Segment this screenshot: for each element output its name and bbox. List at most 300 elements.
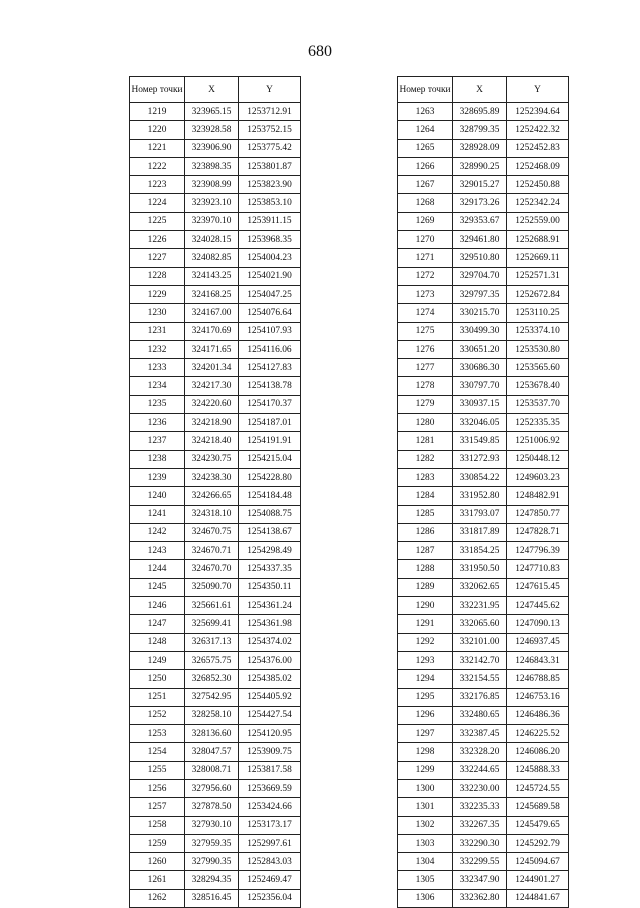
cell-point-number: 1271 (398, 249, 453, 267)
table-row (398, 871, 569, 889)
cell-x: 324167.00 (185, 304, 239, 322)
table-row (130, 304, 301, 322)
cell-y: 1253173.17 (239, 816, 301, 834)
cell-point-number: 1234 (130, 377, 185, 395)
cell-point-number: 1296 (398, 706, 453, 724)
table-row (398, 377, 569, 395)
table-row (398, 231, 569, 249)
table-row (130, 139, 301, 157)
cell-point-number: 1304 (398, 853, 453, 871)
cell-y: 1252997.61 (239, 834, 301, 852)
cell-x: 332244.65 (453, 761, 507, 779)
cell-point-number: 1241 (130, 505, 185, 523)
cell-y: 1253374.10 (507, 322, 569, 340)
cell-x: 323928.58 (185, 121, 239, 139)
cell-point-number: 1288 (398, 560, 453, 578)
table-row (130, 176, 301, 194)
cell-point-number: 1244 (130, 560, 185, 578)
cell-x: 323970.10 (185, 212, 239, 230)
cell-y: 1253669.59 (239, 779, 301, 797)
cell-x: 327956.60 (185, 779, 239, 797)
cell-point-number: 1285 (398, 505, 453, 523)
cell-y: 1254376.00 (239, 651, 301, 669)
cell-y: 1245479.65 (507, 816, 569, 834)
cell-point-number: 1294 (398, 670, 453, 688)
cell-y: 1254047.25 (239, 285, 301, 303)
cell-point-number: 1278 (398, 377, 453, 395)
table-row (398, 139, 569, 157)
cell-x: 323908.99 (185, 176, 239, 194)
cell-y: 1252422.32 (507, 121, 569, 139)
cell-x: 328047.57 (185, 743, 239, 761)
table-row (398, 487, 569, 505)
cell-x: 332480.65 (453, 706, 507, 724)
cell-x: 329704.70 (453, 267, 507, 285)
cell-x: 330499.30 (453, 322, 507, 340)
cell-x: 324230.75 (185, 450, 239, 468)
cell-y: 1252688.91 (507, 231, 569, 249)
cell-x: 327930.10 (185, 816, 239, 834)
cell-y: 1254127.83 (239, 359, 301, 377)
table-row (130, 505, 301, 523)
cell-x: 329461.80 (453, 231, 507, 249)
cell-point-number: 1293 (398, 651, 453, 669)
cell-point-number: 1219 (130, 103, 185, 121)
cell-x: 323923.10 (185, 194, 239, 212)
cell-x: 324218.90 (185, 414, 239, 432)
table-row (130, 542, 301, 560)
cell-point-number: 1259 (130, 834, 185, 852)
cell-y: 1254021.90 (239, 267, 301, 285)
cell-y: 1253678.40 (507, 377, 569, 395)
table-row (398, 743, 569, 761)
table-row (398, 853, 569, 871)
table-row (130, 212, 301, 230)
cell-x: 324670.70 (185, 560, 239, 578)
cell-y: 1253801.87 (239, 157, 301, 175)
table-row (398, 249, 569, 267)
table-row (398, 103, 569, 121)
cell-y: 1247710.83 (507, 560, 569, 578)
cell-x: 330937.15 (453, 395, 507, 413)
cell-x: 331817.89 (453, 523, 507, 541)
cell-y: 1254088.75 (239, 505, 301, 523)
cell-y: 1252335.35 (507, 414, 569, 432)
cell-point-number: 1295 (398, 688, 453, 706)
table-row (130, 468, 301, 486)
cell-x: 329353.67 (453, 212, 507, 230)
cell-x: 324170.69 (185, 322, 239, 340)
cell-y: 1254138.78 (239, 377, 301, 395)
cell-x: 331793.07 (453, 505, 507, 523)
cell-x: 331950.50 (453, 560, 507, 578)
cell-x: 328008.71 (185, 761, 239, 779)
cell-y: 1245724.55 (507, 779, 569, 797)
table-row (130, 834, 301, 852)
table-row (398, 798, 569, 816)
cell-point-number: 1261 (130, 871, 185, 889)
cell-y: 1246937.45 (507, 633, 569, 651)
header-y: Y (239, 77, 301, 103)
cell-x: 332062.65 (453, 578, 507, 596)
cell-x: 329015.27 (453, 176, 507, 194)
cell-point-number: 1229 (130, 285, 185, 303)
cell-y: 1252843.03 (239, 853, 301, 871)
cell-point-number: 1291 (398, 615, 453, 633)
cell-x: 328258.10 (185, 706, 239, 724)
cell-y: 1254385.02 (239, 670, 301, 688)
cell-y: 1253775.42 (239, 139, 301, 157)
table-row (130, 231, 301, 249)
cell-point-number: 1243 (130, 542, 185, 560)
cell-point-number: 1231 (130, 322, 185, 340)
cell-x: 327878.50 (185, 798, 239, 816)
cell-x: 324266.65 (185, 487, 239, 505)
cell-x: 330686.30 (453, 359, 507, 377)
cell-y: 1247445.62 (507, 597, 569, 615)
cell-point-number: 1286 (398, 523, 453, 541)
cell-x: 326575.75 (185, 651, 239, 669)
cell-x: 332235.33 (453, 798, 507, 816)
cell-y: 1254191.91 (239, 432, 301, 450)
cell-x: 332299.55 (453, 853, 507, 871)
cell-y: 1245094.67 (507, 853, 569, 871)
cell-point-number: 1277 (398, 359, 453, 377)
cell-y: 1254361.24 (239, 597, 301, 615)
cell-point-number: 1240 (130, 487, 185, 505)
table-row (130, 633, 301, 651)
table-row (398, 304, 569, 322)
table-row (398, 688, 569, 706)
header-x: X (185, 77, 239, 103)
cell-x: 332101.00 (453, 633, 507, 651)
cell-y: 1252342.24 (507, 194, 569, 212)
cell-point-number: 1270 (398, 231, 453, 249)
cell-point-number: 1269 (398, 212, 453, 230)
cell-point-number: 1232 (130, 340, 185, 358)
cell-x: 332362.80 (453, 889, 507, 907)
cell-y: 1250448.12 (507, 450, 569, 468)
table-row (130, 578, 301, 596)
table-row (398, 597, 569, 615)
cell-y: 1254215.04 (239, 450, 301, 468)
cell-y: 1253530.80 (507, 340, 569, 358)
cell-x: 326317.13 (185, 633, 239, 651)
cell-y: 1245888.33 (507, 761, 569, 779)
table-row (398, 523, 569, 541)
cell-x: 330651.20 (453, 340, 507, 358)
cell-point-number: 1301 (398, 798, 453, 816)
cell-y: 1254184.48 (239, 487, 301, 505)
header-point-number: Номер точки (398, 77, 453, 103)
cell-y: 1247828.71 (507, 523, 569, 541)
cell-point-number: 1263 (398, 103, 453, 121)
cell-y: 1254405.92 (239, 688, 301, 706)
table-row (130, 450, 301, 468)
cell-y: 1252571.31 (507, 267, 569, 285)
table-row (130, 743, 301, 761)
cell-point-number: 1237 (130, 432, 185, 450)
table-row (398, 578, 569, 596)
cell-x: 332065.60 (453, 615, 507, 633)
cell-y: 1254298.49 (239, 542, 301, 560)
cell-y: 1246843.31 (507, 651, 569, 669)
header-point-number: Номер точки (130, 77, 185, 103)
cell-point-number: 1282 (398, 450, 453, 468)
table-row (398, 121, 569, 139)
table-row (398, 414, 569, 432)
cell-point-number: 1266 (398, 157, 453, 175)
cell-y: 1254361.98 (239, 615, 301, 633)
cell-y: 1253968.35 (239, 231, 301, 249)
cell-x: 327959.35 (185, 834, 239, 852)
table-row (398, 359, 569, 377)
cell-x: 324168.25 (185, 285, 239, 303)
cell-x: 331549.85 (453, 432, 507, 450)
cell-y: 1254350.11 (239, 578, 301, 596)
page-number: 680 (308, 43, 332, 60)
cell-point-number: 1299 (398, 761, 453, 779)
cell-x: 325699.41 (185, 615, 239, 633)
cell-y: 1254427.54 (239, 706, 301, 724)
cell-point-number: 1298 (398, 743, 453, 761)
cell-y: 1253911.15 (239, 212, 301, 230)
table-row (130, 103, 301, 121)
header-y: Y (507, 77, 569, 103)
cell-point-number: 1297 (398, 725, 453, 743)
cell-y: 1246486.36 (507, 706, 569, 724)
cell-point-number: 1302 (398, 816, 453, 834)
cell-y: 1254228.80 (239, 468, 301, 486)
table-row (130, 816, 301, 834)
cell-point-number: 1245 (130, 578, 185, 596)
table-row (130, 706, 301, 724)
table-row (130, 414, 301, 432)
cell-point-number: 1238 (130, 450, 185, 468)
cell-x: 332230.00 (453, 779, 507, 797)
cell-y: 1254138.67 (239, 523, 301, 541)
cell-point-number: 1222 (130, 157, 185, 175)
cell-y: 1254004.23 (239, 249, 301, 267)
cell-y: 1253752.15 (239, 121, 301, 139)
cell-x: 324318.10 (185, 505, 239, 523)
cell-x: 332328.20 (453, 743, 507, 761)
cell-x: 324220.60 (185, 395, 239, 413)
cell-x: 328695.89 (453, 103, 507, 121)
coordinates-table-right (397, 76, 569, 908)
cell-point-number: 1300 (398, 779, 453, 797)
cell-y: 1246753.16 (507, 688, 569, 706)
cell-x: 328136.60 (185, 725, 239, 743)
table-row (130, 651, 301, 669)
table-row (130, 761, 301, 779)
cell-x: 332267.35 (453, 816, 507, 834)
cell-point-number: 1290 (398, 597, 453, 615)
table-row (398, 322, 569, 340)
cell-y: 1253853.10 (239, 194, 301, 212)
cell-point-number: 1242 (130, 523, 185, 541)
cell-y: 1252672.84 (507, 285, 569, 303)
cell-x: 332347.90 (453, 871, 507, 889)
cell-x: 324670.75 (185, 523, 239, 541)
table-body-right (398, 103, 569, 908)
cell-point-number: 1221 (130, 139, 185, 157)
cell-x: 332231.95 (453, 597, 507, 615)
cell-x: 330215.70 (453, 304, 507, 322)
cell-point-number: 1230 (130, 304, 185, 322)
cell-x: 323965.15 (185, 103, 239, 121)
cell-point-number: 1223 (130, 176, 185, 194)
cell-point-number: 1280 (398, 414, 453, 432)
cell-y: 1252450.88 (507, 176, 569, 194)
cell-point-number: 1225 (130, 212, 185, 230)
cell-x: 323906.90 (185, 139, 239, 157)
cell-y: 1254170.37 (239, 395, 301, 413)
table-header-row (398, 77, 569, 103)
table-header-row (130, 77, 301, 103)
cell-x: 329173.26 (453, 194, 507, 212)
cell-y: 1254116.06 (239, 340, 301, 358)
cell-y: 1248482.91 (507, 487, 569, 505)
cell-point-number: 1265 (398, 139, 453, 157)
cell-point-number: 1227 (130, 249, 185, 267)
table-row (130, 688, 301, 706)
cell-y: 1253823.90 (239, 176, 301, 194)
cell-point-number: 1258 (130, 816, 185, 834)
cell-x: 325661.61 (185, 597, 239, 615)
table-row (130, 194, 301, 212)
cell-x: 330854.22 (453, 468, 507, 486)
cell-x: 331854.25 (453, 542, 507, 560)
cell-point-number: 1254 (130, 743, 185, 761)
cell-y: 1251006.92 (507, 432, 569, 450)
table-row (130, 267, 301, 285)
cell-y: 1254374.02 (239, 633, 301, 651)
cell-y: 1252394.64 (507, 103, 569, 121)
cell-point-number: 1228 (130, 267, 185, 285)
cell-y: 1253817.58 (239, 761, 301, 779)
cell-x: 325090.70 (185, 578, 239, 596)
cell-point-number: 1306 (398, 889, 453, 907)
cell-point-number: 1305 (398, 871, 453, 889)
table-row (398, 340, 569, 358)
cell-x: 326852.30 (185, 670, 239, 688)
cell-y: 1244841.67 (507, 889, 569, 907)
cell-point-number: 1268 (398, 194, 453, 212)
cell-x: 328928.09 (453, 139, 507, 157)
cell-point-number: 1292 (398, 633, 453, 651)
cell-point-number: 1272 (398, 267, 453, 285)
table-row (130, 432, 301, 450)
table-row (130, 359, 301, 377)
cell-y: 1252669.11 (507, 249, 569, 267)
cell-y: 1247615.45 (507, 578, 569, 596)
table-row (398, 615, 569, 633)
cell-x: 324218.40 (185, 432, 239, 450)
table-row (398, 450, 569, 468)
cell-y: 1254187.01 (239, 414, 301, 432)
cell-point-number: 1246 (130, 597, 185, 615)
cell-point-number: 1283 (398, 468, 453, 486)
coordinates-table-left (129, 76, 301, 908)
table-row (130, 853, 301, 871)
cell-point-number: 1260 (130, 853, 185, 871)
table-row (398, 212, 569, 230)
table-row (130, 560, 301, 578)
table-row (398, 779, 569, 797)
cell-y: 1254076.64 (239, 304, 301, 322)
table-row (130, 871, 301, 889)
cell-x: 324217.30 (185, 377, 239, 395)
cell-point-number: 1257 (130, 798, 185, 816)
cell-point-number: 1249 (130, 651, 185, 669)
header-x: X (453, 77, 507, 103)
cell-x: 328990.25 (453, 157, 507, 175)
table-row (130, 779, 301, 797)
cell-point-number: 1235 (130, 395, 185, 413)
cell-y: 1253537.70 (507, 395, 569, 413)
table-row (398, 816, 569, 834)
table-row (398, 194, 569, 212)
cell-y: 1254107.93 (239, 322, 301, 340)
cell-point-number: 1253 (130, 725, 185, 743)
cell-y: 1249603.23 (507, 468, 569, 486)
table-row (398, 395, 569, 413)
cell-point-number: 1250 (130, 670, 185, 688)
cell-y: 1246788.85 (507, 670, 569, 688)
table-row (398, 706, 569, 724)
cell-point-number: 1289 (398, 578, 453, 596)
cell-x: 324143.25 (185, 267, 239, 285)
cell-y: 1254120.95 (239, 725, 301, 743)
table-row (398, 176, 569, 194)
cell-point-number: 1279 (398, 395, 453, 413)
cell-x: 324171.65 (185, 340, 239, 358)
cell-y: 1252469.47 (239, 871, 301, 889)
table-row (398, 468, 569, 486)
cell-point-number: 1252 (130, 706, 185, 724)
table-row (398, 432, 569, 450)
cell-x: 324028.15 (185, 231, 239, 249)
cell-point-number: 1273 (398, 285, 453, 303)
table-row (130, 377, 301, 395)
table-row (398, 670, 569, 688)
cell-x: 329797.35 (453, 285, 507, 303)
cell-point-number: 1276 (398, 340, 453, 358)
cell-x: 331952.80 (453, 487, 507, 505)
table-row (398, 725, 569, 743)
cell-y: 1253712.91 (239, 103, 301, 121)
cell-y: 1247796.39 (507, 542, 569, 560)
table-row (130, 157, 301, 175)
cell-point-number: 1247 (130, 615, 185, 633)
cell-point-number: 1226 (130, 231, 185, 249)
cell-x: 332154.55 (453, 670, 507, 688)
table-row (130, 285, 301, 303)
cell-point-number: 1256 (130, 779, 185, 797)
table-row (398, 761, 569, 779)
cell-x: 324082.85 (185, 249, 239, 267)
table-row (130, 322, 301, 340)
cell-y: 1253110.25 (507, 304, 569, 322)
cell-x: 331272.93 (453, 450, 507, 468)
cell-y: 1252559.00 (507, 212, 569, 230)
cell-point-number: 1284 (398, 487, 453, 505)
cell-x: 332290.30 (453, 834, 507, 852)
cell-x: 328799.35 (453, 121, 507, 139)
cell-point-number: 1267 (398, 176, 453, 194)
cell-point-number: 1287 (398, 542, 453, 560)
